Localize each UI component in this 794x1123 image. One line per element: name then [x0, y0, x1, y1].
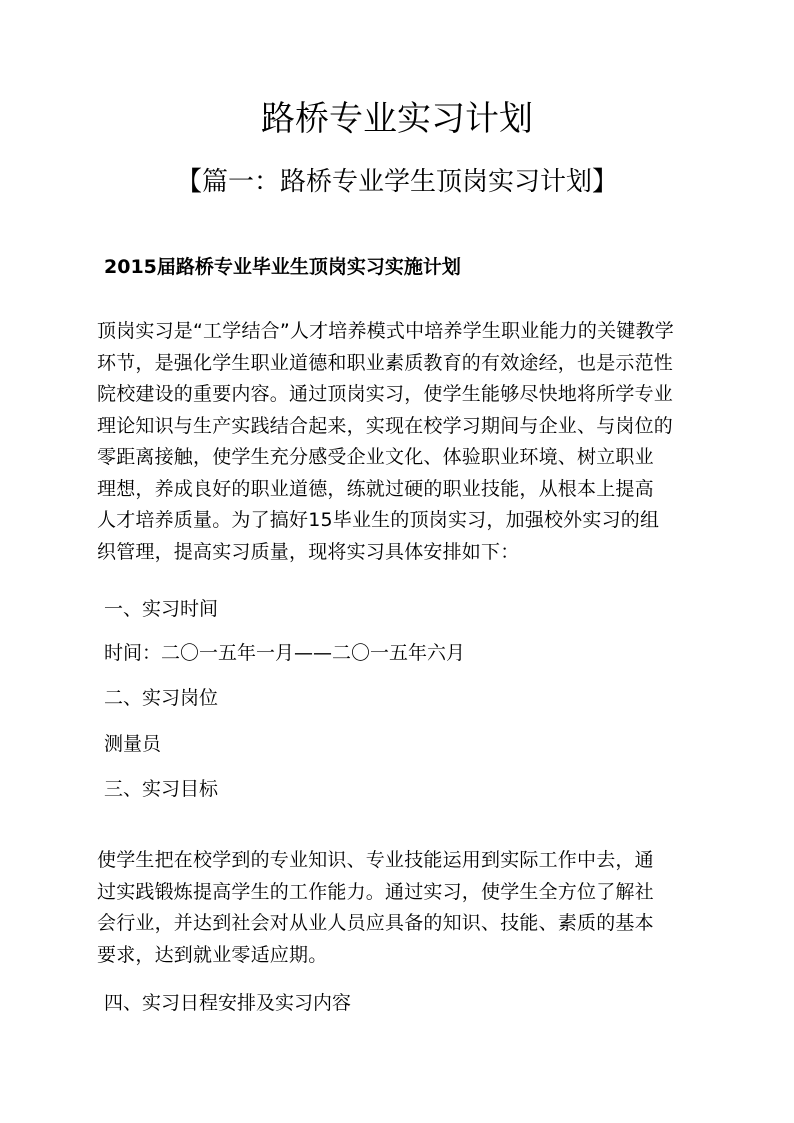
- goal-line: 使学生把在校学到的专业知识、专业技能运用到实际工作中去，通: [97, 849, 654, 871]
- goal-line: 要求，达到就业零适应期。: [97, 943, 328, 966]
- intro-line: 零距离接触，使学生充分感受企业文化、体验职业环境、树立职业: [97, 446, 654, 468]
- section-heading: 四、实习日程安排及实习内容: [104, 992, 352, 1014]
- intro-line: 织管理，提高实习质量，现将实习具体安排如下：: [97, 540, 520, 563]
- intro-line: 理论知识与生产实践结合起来，实现在校学习期间与企业、与岗位的: [97, 414, 674, 437]
- goal-line: 会行业，并达到社会对从业人员应具备的知识、技能、素质的基本: [97, 912, 654, 934]
- document-title: 路桥专业实习计划: [261, 99, 533, 139]
- document-subtitle: 【篇一：路桥专业学生顶岗实习计划】: [175, 167, 618, 197]
- intro-line: 顶岗实习是“工学结合”人才培养模式中培养学生职业能力的关键教学: [97, 320, 674, 342]
- intro-line: 院校建设的重要内容。通过顶岗实习，使学生能够尽快地将所学专业: [97, 383, 674, 405]
- intro-line: 理想，养成良好的职业道德，练就过硬的职业技能，从根本上提高: [97, 477, 654, 500]
- section-content: 时间：二〇一五年一月——二〇一五年六月: [104, 642, 466, 664]
- section-heading: 一、实习时间: [104, 598, 219, 620]
- goal-line: 过实践锻炼提高学生的工作能力。通过实习，使学生全方位了解社: [97, 880, 654, 903]
- goal-paragraph: [97, 845, 709, 971]
- section-content: 测量员: [104, 733, 162, 755]
- plan-heading: 2015届路桥专业毕业生顶岗实习实施计划: [104, 256, 461, 278]
- section-heading: 三、实习目标: [104, 778, 219, 800]
- intro-line: 环节，是强化学生职业道德和职业素质教育的有效途经，也是示范性: [97, 351, 674, 374]
- intro-paragraph: [97, 316, 709, 568]
- intro-line: 人才培养质量。为了搞好15毕业生的顶岗实习，加强校外实习的组: [97, 509, 660, 531]
- section-heading: 二、实习岗位: [104, 687, 219, 709]
